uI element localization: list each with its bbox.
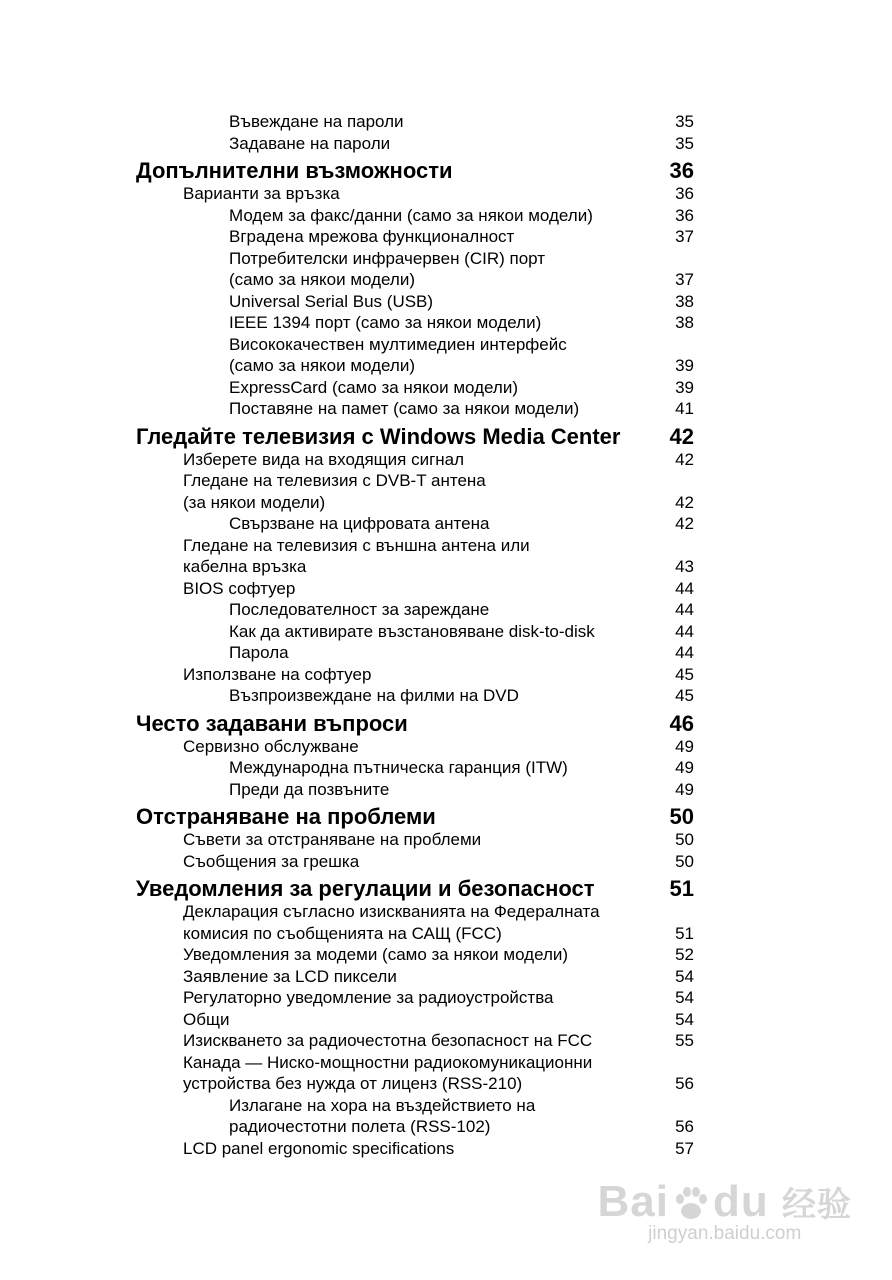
toc-entry-title: (само за някои модели) bbox=[229, 270, 416, 289]
toc-subsection bbox=[0, 1096, 892, 1118]
toc-section bbox=[0, 1053, 892, 1075]
toc-subsection bbox=[0, 780, 892, 802]
toc-section bbox=[0, 945, 892, 967]
paw-icon bbox=[671, 1184, 711, 1224]
toc-entry-title: Съвети за отстраняване на проблеми bbox=[183, 830, 482, 849]
toc-entry-title: Уведомления за регулации и безопасност bbox=[136, 876, 595, 901]
toc-subsection bbox=[0, 335, 892, 357]
toc-subsection bbox=[0, 600, 892, 622]
toc-entry-title: Сервизно обслужване bbox=[183, 736, 359, 756]
toc-entry-page: 44 bbox=[675, 621, 694, 641]
toc-entry-title: Вградена мрежова функционалност bbox=[229, 227, 515, 246]
toc-subsection bbox=[0, 112, 892, 134]
toc-entry-page: 36 bbox=[669, 158, 694, 183]
toc-entry-page: 49 bbox=[675, 736, 694, 756]
toc-subsection bbox=[0, 206, 892, 228]
toc-entry-title: Международна пътническа гаранция (ITW) bbox=[229, 758, 568, 777]
toc-entry-page: 44 bbox=[675, 578, 694, 598]
toc-entry-page: 50 bbox=[669, 804, 694, 829]
toc-section bbox=[0, 1139, 892, 1161]
toc-subsection bbox=[0, 270, 892, 292]
toc-entry-page: 42 bbox=[675, 449, 694, 469]
toc-entry-title: Как да активирате възстановяване disk-to-disk bbox=[229, 621, 595, 641]
toc-entry-page: 39 bbox=[675, 377, 694, 397]
toc-entry-title: Изискването за радиочестотна безопасност на FCC bbox=[183, 1031, 593, 1050]
toc-section bbox=[0, 450, 892, 472]
toc-section bbox=[0, 737, 892, 759]
toc-entry-page: 39 bbox=[675, 356, 694, 375]
toc-section bbox=[0, 184, 892, 206]
toc-entry-page: 37 bbox=[675, 227, 694, 246]
toc-entry-page: 57 bbox=[675, 1138, 694, 1158]
toc-entry-title: ExpressCard (само за някои модели) bbox=[229, 377, 518, 397]
toc-entry-page: 54 bbox=[675, 1009, 694, 1029]
toc-subsection bbox=[0, 227, 892, 249]
watermark-logo-text-left: Bai bbox=[597, 1177, 669, 1226]
toc-chapter bbox=[0, 804, 892, 830]
toc-entry-title: Преди да позвъните bbox=[229, 779, 390, 799]
toc-entry-title: Допълнителни възможности bbox=[136, 158, 453, 183]
toc-entry-page: 45 bbox=[675, 664, 694, 684]
toc-entry-page: 36 bbox=[675, 184, 694, 203]
toc-entry-title: Последователност за зареждане bbox=[229, 600, 490, 619]
toc-entry-title: Възпроизвеждане на филми на DVD bbox=[229, 686, 519, 705]
toc-entry-title: Universal Serial Bus (USB) bbox=[229, 291, 434, 311]
toc-entry-title: Изберете вида на входящия сигнал bbox=[183, 449, 465, 469]
toc-entry-page: 38 bbox=[675, 291, 694, 311]
toc-entry-page: 37 bbox=[675, 270, 694, 289]
toc-entry-title: Въвеждане на пароли bbox=[229, 112, 404, 131]
toc-section bbox=[0, 988, 892, 1010]
toc-entry-title: Варианти за връзка bbox=[183, 184, 340, 203]
toc-entry-title: Свързване на цифровата антена bbox=[229, 514, 490, 533]
toc-entry-page: 44 bbox=[675, 600, 694, 619]
toc-entry-title: Заявление за LCD пиксели bbox=[183, 966, 397, 986]
toc-subsection bbox=[0, 378, 892, 400]
toc-subsection bbox=[0, 643, 892, 665]
toc-subsection bbox=[0, 686, 892, 708]
toc-entry-page: 41 bbox=[675, 399, 694, 418]
toc-subsection bbox=[0, 313, 892, 335]
toc-entry-page: 35 bbox=[675, 133, 694, 153]
watermark-url: jingyan.baidu.com bbox=[648, 1223, 802, 1244]
toc-chapter bbox=[0, 158, 892, 184]
toc-entry-page: 56 bbox=[675, 1117, 694, 1136]
toc-section bbox=[0, 1031, 892, 1053]
toc-entry-title: Парола bbox=[229, 643, 289, 662]
toc-entry-title: Уведомления за модеми (само за някои модели) bbox=[183, 945, 569, 964]
toc-entry-title: Отстраняване на проблеми bbox=[136, 804, 436, 829]
toc-entry-page: 43 bbox=[675, 557, 694, 576]
toc-entry-title: Поставяне на памет (само за някои модели) bbox=[229, 399, 580, 418]
toc-entry-page: 36 bbox=[675, 205, 694, 225]
toc-entry-page: 44 bbox=[675, 643, 694, 662]
toc-section bbox=[0, 471, 892, 493]
toc-entry-page: 56 bbox=[675, 1074, 694, 1093]
toc-section bbox=[0, 902, 892, 924]
toc-section bbox=[0, 830, 892, 852]
toc-entry-title: Канада — Ниско-мощностни радиокомуникационни bbox=[183, 1052, 593, 1072]
toc-entry-page: 50 bbox=[675, 851, 694, 871]
watermark-logo-cn: 经验 bbox=[782, 1186, 852, 1224]
toc-entry-title: LCD panel ergonomic specifications bbox=[183, 1138, 455, 1158]
toc-entry-page: 42 bbox=[669, 423, 694, 449]
toc-entry-title: Модем за факс/данни (само за някои модели) bbox=[229, 205, 593, 225]
toc-entry-title: Гледане на телевизия с DVB-T антена bbox=[183, 471, 486, 490]
toc-entry-title: комисия по съобщенията на САЩ (FCC) bbox=[183, 923, 502, 943]
toc-section bbox=[0, 852, 892, 874]
toc-entry-page: 38 bbox=[675, 313, 694, 332]
toc-entry-page: 42 bbox=[675, 492, 694, 512]
baidu-watermark bbox=[598, 1177, 852, 1245]
toc-subsection bbox=[0, 292, 892, 314]
toc-subsection bbox=[0, 399, 892, 421]
toc-subsection bbox=[0, 758, 892, 780]
toc-section bbox=[0, 967, 892, 989]
toc-entry-page: 51 bbox=[675, 923, 694, 943]
toc-entry-page: 54 bbox=[675, 988, 694, 1007]
toc-section bbox=[0, 493, 892, 515]
toc-entry-title: BIOS софтуер bbox=[183, 578, 296, 598]
toc-subsection bbox=[0, 1117, 892, 1139]
toc-section bbox=[0, 924, 892, 946]
toc-chapter bbox=[0, 876, 892, 902]
toc-subsection bbox=[0, 622, 892, 644]
toc-entry-page: 35 bbox=[675, 112, 694, 131]
toc-entry-title: (само за някои модели) bbox=[229, 356, 416, 375]
toc-entry-page: 54 bbox=[675, 966, 694, 986]
toc-subsection bbox=[0, 514, 892, 536]
toc-entry-page: 45 bbox=[675, 686, 694, 705]
toc-entry-title: Излагане на хора на въздействието на bbox=[229, 1095, 536, 1115]
toc-entry-title: радиочестотни полета (RSS-102) bbox=[229, 1117, 491, 1136]
watermark-logo bbox=[598, 1177, 852, 1227]
toc-entry-title: Гледайте телевизия с Windows Media Center bbox=[136, 423, 621, 449]
toc-entry-title: устройства без нужда от лиценз (RSS-210) bbox=[183, 1074, 523, 1093]
toc-section bbox=[0, 557, 892, 579]
toc-entry-title: Висококачествен мултимедиен интерфейс bbox=[229, 334, 567, 354]
toc-entry-title: Задаване на пароли bbox=[229, 133, 391, 153]
toc-entry-page: 51 bbox=[669, 876, 694, 901]
toc-subsection bbox=[0, 249, 892, 271]
toc-entry-title: Използване на софтуер bbox=[183, 664, 372, 684]
watermark-logo-text-right: du bbox=[713, 1177, 769, 1226]
toc-section bbox=[0, 665, 892, 687]
toc-entry-title: IEEE 1394 порт (само за някои модели) bbox=[229, 313, 542, 332]
toc-chapter bbox=[0, 424, 892, 450]
toc-entry-page: 52 bbox=[675, 945, 694, 964]
toc-entry-title: Гледане на телевизия с външна антена или bbox=[183, 535, 530, 555]
toc-entry-title: Общи bbox=[183, 1009, 230, 1029]
toc-entry-title: Съобщения за грешка bbox=[183, 851, 360, 871]
toc-entry-title: Декларация съгласно изискванията на Федералната bbox=[183, 902, 600, 921]
toc-entry-page: 50 bbox=[675, 830, 694, 849]
toc-chapter bbox=[0, 711, 892, 737]
toc-subsection bbox=[0, 134, 892, 156]
toc-section bbox=[0, 1074, 892, 1096]
toc-entry-page: 49 bbox=[675, 758, 694, 777]
toc-entry-title: Потребителски инфрачервен (CIR) порт bbox=[229, 248, 546, 268]
toc-entry-title: кабелна връзка bbox=[183, 557, 307, 576]
toc-entry-page: 46 bbox=[669, 710, 694, 736]
toc-entry-page: 49 bbox=[675, 779, 694, 799]
toc-section bbox=[0, 1010, 892, 1032]
toc-entry-page: 55 bbox=[675, 1031, 694, 1050]
toc-entry-page: 42 bbox=[675, 514, 694, 533]
toc-subsection bbox=[0, 356, 892, 378]
toc-section bbox=[0, 536, 892, 558]
toc-entry-title: Регулаторно уведомление за радиоустройства bbox=[183, 988, 554, 1007]
toc-section bbox=[0, 579, 892, 601]
toc-entry-title: Често задавани въпроси bbox=[136, 710, 408, 736]
toc-entry-title: (за някои модели) bbox=[183, 492, 326, 512]
